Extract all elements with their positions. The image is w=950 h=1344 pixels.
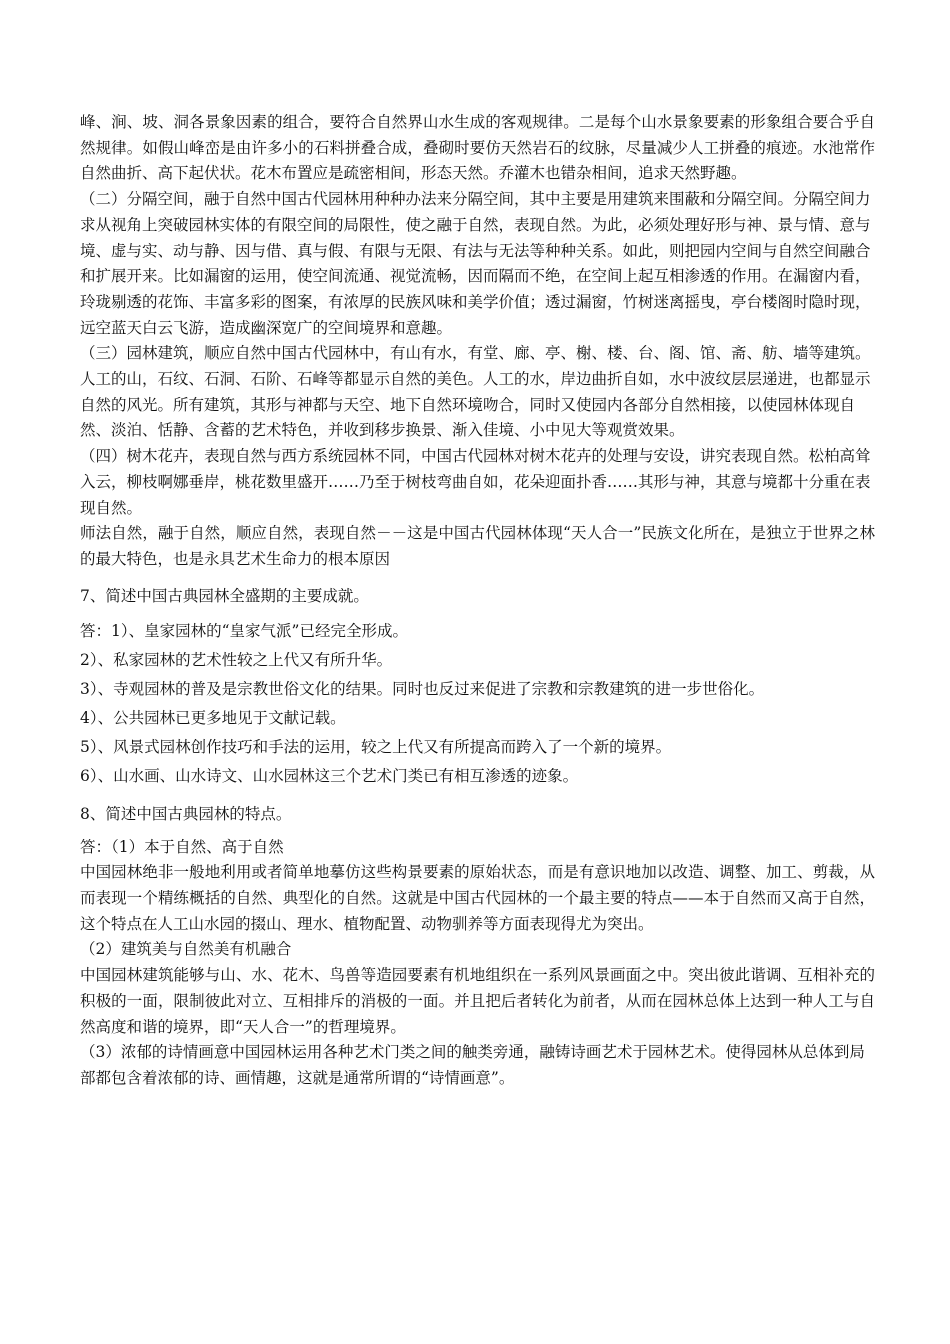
paragraph-garden-architecture: （三）园林建筑，顺应自然中国古代园林中，有山有水，有堂、廊、亭、榭、楼、台、阁、馆、斋、舫、墙等建筑。人工的山，石纹、石洞、石阶、石峰等都显示自然的美色。人工的水，岸边曲折自如，水中波纹层层递进，也都显示自然的风光。所有建筑，其形与神都与天空、地下自然环境吻合，同时又使园内各部分自然相接，以使园林体现自然、淡泊、恬静、含蓄的艺术特色，并收到移步换景、渐入佳境、小中见大等观赏效果。 <box>80 344 871 440</box>
question-8-heading: 8、简述中国古典园林的特点。 <box>80 804 292 823</box>
question-7-answers <box>80 617 875 791</box>
question-7 <box>80 583 875 609</box>
answer-item: 5）、风景式园林创作技巧和手法的运用，较之上代又有所提高而跨入了一个新的境界。 <box>80 737 672 756</box>
paragraph-architecture-nature: 中国园林建筑能够与山、水、花木、鸟兽等造园要素有机地组织在一系列风景画面之中。突出彼此谐调、互相补充的积极的一面，限制彼此对立、互相排斥的消极的一面。并且把后者转化为前者，从而在园林总体上达到一种人工与自然高度和谐的境界，即“天人合一”的哲理境界。 <box>80 966 875 1036</box>
paragraph-natural-laws: 峰、涧、坡、洞各景象因素的组合，要符合自然界山水生成的客观规律。二是每个山水景象要素的形象组合要合乎自然规律。如假山峰峦是由许多小的石料拼叠合成，叠砌时要仿天然岩石的纹脉，尽量减少人工拼叠的痕迹。水池常作自然曲折、高下起伏状。花木布置应是疏密相间，形态天然。乔灌木也错杂相间，追求天然野趣。 <box>80 113 875 183</box>
answer-intro: 答：（1）本于自然、高于自然 <box>80 837 284 856</box>
subheading-architecture-nature: （2）建筑美与自然美有机融合 <box>80 940 292 959</box>
paragraph-poetic-painting: （3）浓郁的诗情画意中国园林运用各种艺术门类之间的触类旁通，融铸诗画艺术于园林艺术。使得园林从总体到局部都包含着浓郁的诗、画情趣，这就是通常所谓的“诗情画意”。 <box>80 1043 865 1087</box>
paragraph-dividing-space: （二）分隔空间，融于自然中国古代园林用种种办法来分隔空间，其中主要是用建筑来围蔽和分隔空间。分隔空间力求从视角上突破园林实体的有限空间的局限性，使之融于自然，表现自然。为此，必须处理好形与神、景与情、意与境、虚与实、动与静、因与借、真与假、有限与无限、有法与无法等种种关系。如此，则把园内空间与自然空间融合和扩展开来。比如漏窗的运用，使空间流通、视觉流畅，因而隔而不绝，在空间上起互相渗透的作用。在漏窗内看，玲珑剔透的花饰、丰富多彩的图案，有浓厚的民族风味和美学价值；透过漏窗，竹树迷离摇曳，亭台楼阁时隐时现，远空蓝天白云飞游，造成幽深宽广的空间境界和意趣。 <box>80 190 871 337</box>
answer-item: 2）、私家园林的艺术性较之上代又有所升华。 <box>80 650 393 669</box>
section-6-continued <box>80 110 875 573</box>
answer-item: 答：1）、皇家园林的“皇家气派”已经完全形成。 <box>80 621 408 640</box>
question-8-answer <box>80 835 875 1092</box>
paragraph-conclusion: 师法自然，融于自然，顺应自然，表现自然－－这是中国古代园林体现“天人合一”民族文化所在，是独立于世界之林的最大特色，也是永具艺术生命力的根本原因 <box>80 524 875 568</box>
answer-item: 3）、寺观园林的普及是宗教世俗文化的结果。同时也反过来促进了宗教和宗教建筑的进一步世俗化。 <box>80 679 765 698</box>
paragraph-above-nature: 中国园林绝非一般地利用或者简单地摹仿这些构景要素的原始状态，而是有意识地加以改造、调整、加工、剪裁，从而表现一个精练概括的自然、典型化的自然。这就是中国古代园林的一个最主要的特点——本于自然而又高于自然，这个特点在人工山水园的掇山、理水、植物配置、动物驯养等方面表现得尤为突出。 <box>80 863 875 933</box>
answer-item: 4）、公共园林已更多地见于文献记载。 <box>80 708 346 727</box>
answer-item: 6）、山水画、山水诗文、山水园林这三个艺术门类已有相互渗透的迹象。 <box>80 766 579 785</box>
question-8 <box>80 801 875 827</box>
document-page <box>80 110 875 1092</box>
question-7-heading: 7、简述中国古典园林全盛期的主要成就。 <box>80 586 369 605</box>
paragraph-trees-flowers: （四）树木花卉，表现自然与西方系统园林不同，中国古代园林对树木花卉的处理与安设，讲究表现自然。松柏高耸入云，柳枝啊娜垂岸，桃花数里盛开……乃至于树枝弯曲自如，花朵迎面扑香……其形与神，其意与境都十分重在表现自然。 <box>80 447 871 517</box>
